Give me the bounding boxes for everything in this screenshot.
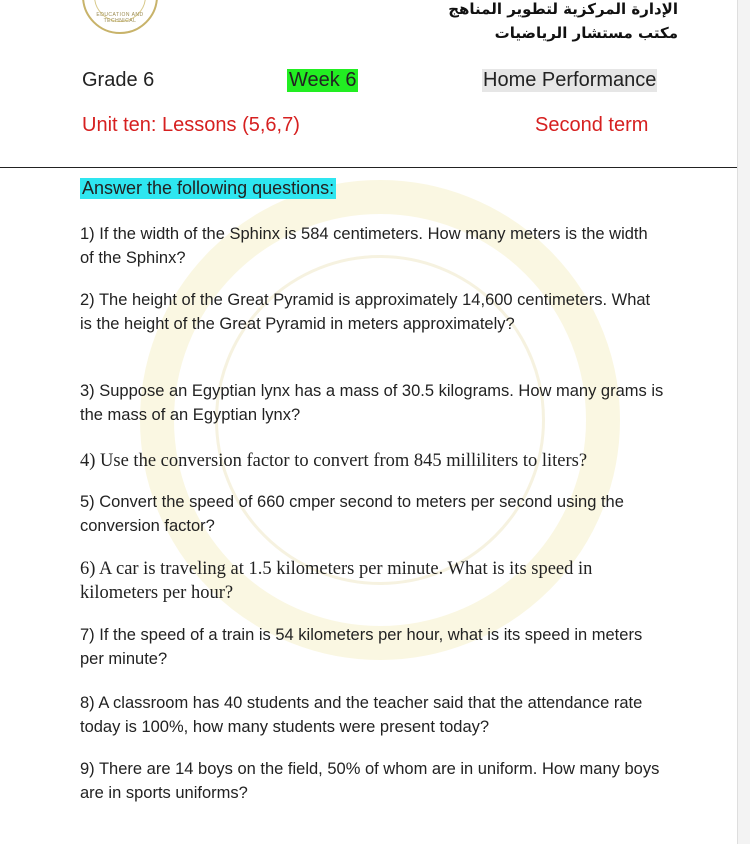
week-label: Week 6 xyxy=(289,69,357,91)
grade-label: Grade 6 xyxy=(82,69,155,91)
vertical-scrollbar[interactable] xyxy=(737,0,750,844)
arabic-header-line1: الإدارة المركزية لتطوير المناهج xyxy=(448,0,678,18)
instruction-heading: Answer the following questions: xyxy=(82,178,335,198)
unit-label: Unit ten: Lessons (5,6,7) xyxy=(82,114,300,136)
question-1: 1) If the width of the Sphinx is 584 centimeters. How many meters is the width of the Sphinx? xyxy=(80,225,648,267)
question-7: 7) If the speed of a train is 54 kilometers per hour, what is its speed in meters per minute? xyxy=(80,626,643,668)
header-divider xyxy=(0,167,738,168)
question-2: 2) The height of the Great Pyramid is approximately 14,600 centimeters. What is the height of the Great Pyramid in meters approximately? xyxy=(80,291,651,333)
arabic-header-line2: مكتب مستشار الرياضيات xyxy=(494,24,678,42)
question-8: 8) A classroom has 40 students and the teacher said that the attendance rate today is 100%, how many students were present today? xyxy=(80,694,643,736)
question-9: 9) There are 14 boys on the field, 50% of whom are in uniform. How many boys are in sports uniforms? xyxy=(80,760,660,802)
home-performance-label: Home Performance xyxy=(483,69,657,91)
question-3: 3) Suppose an Egyptian lynx has a mass of 30.5 kilograms. How many grams is the mass of an Egyptian lynx? xyxy=(80,382,664,424)
ministry-logo xyxy=(82,0,158,34)
question-5: 5) Convert the speed of 660 cmper second to meters per second using the conversion factor? xyxy=(80,493,624,535)
question-4: 4) Use the conversion factor to convert from 845 milliliters to liters? xyxy=(80,451,588,471)
term-label: Second term xyxy=(535,114,649,136)
question-6: 6) A car is traveling at 1.5 kilometers per minute. What is its speed in kilometers per hour? xyxy=(80,559,593,603)
logo-text: EDUCATION AND TECHNICAL xyxy=(96,12,144,24)
